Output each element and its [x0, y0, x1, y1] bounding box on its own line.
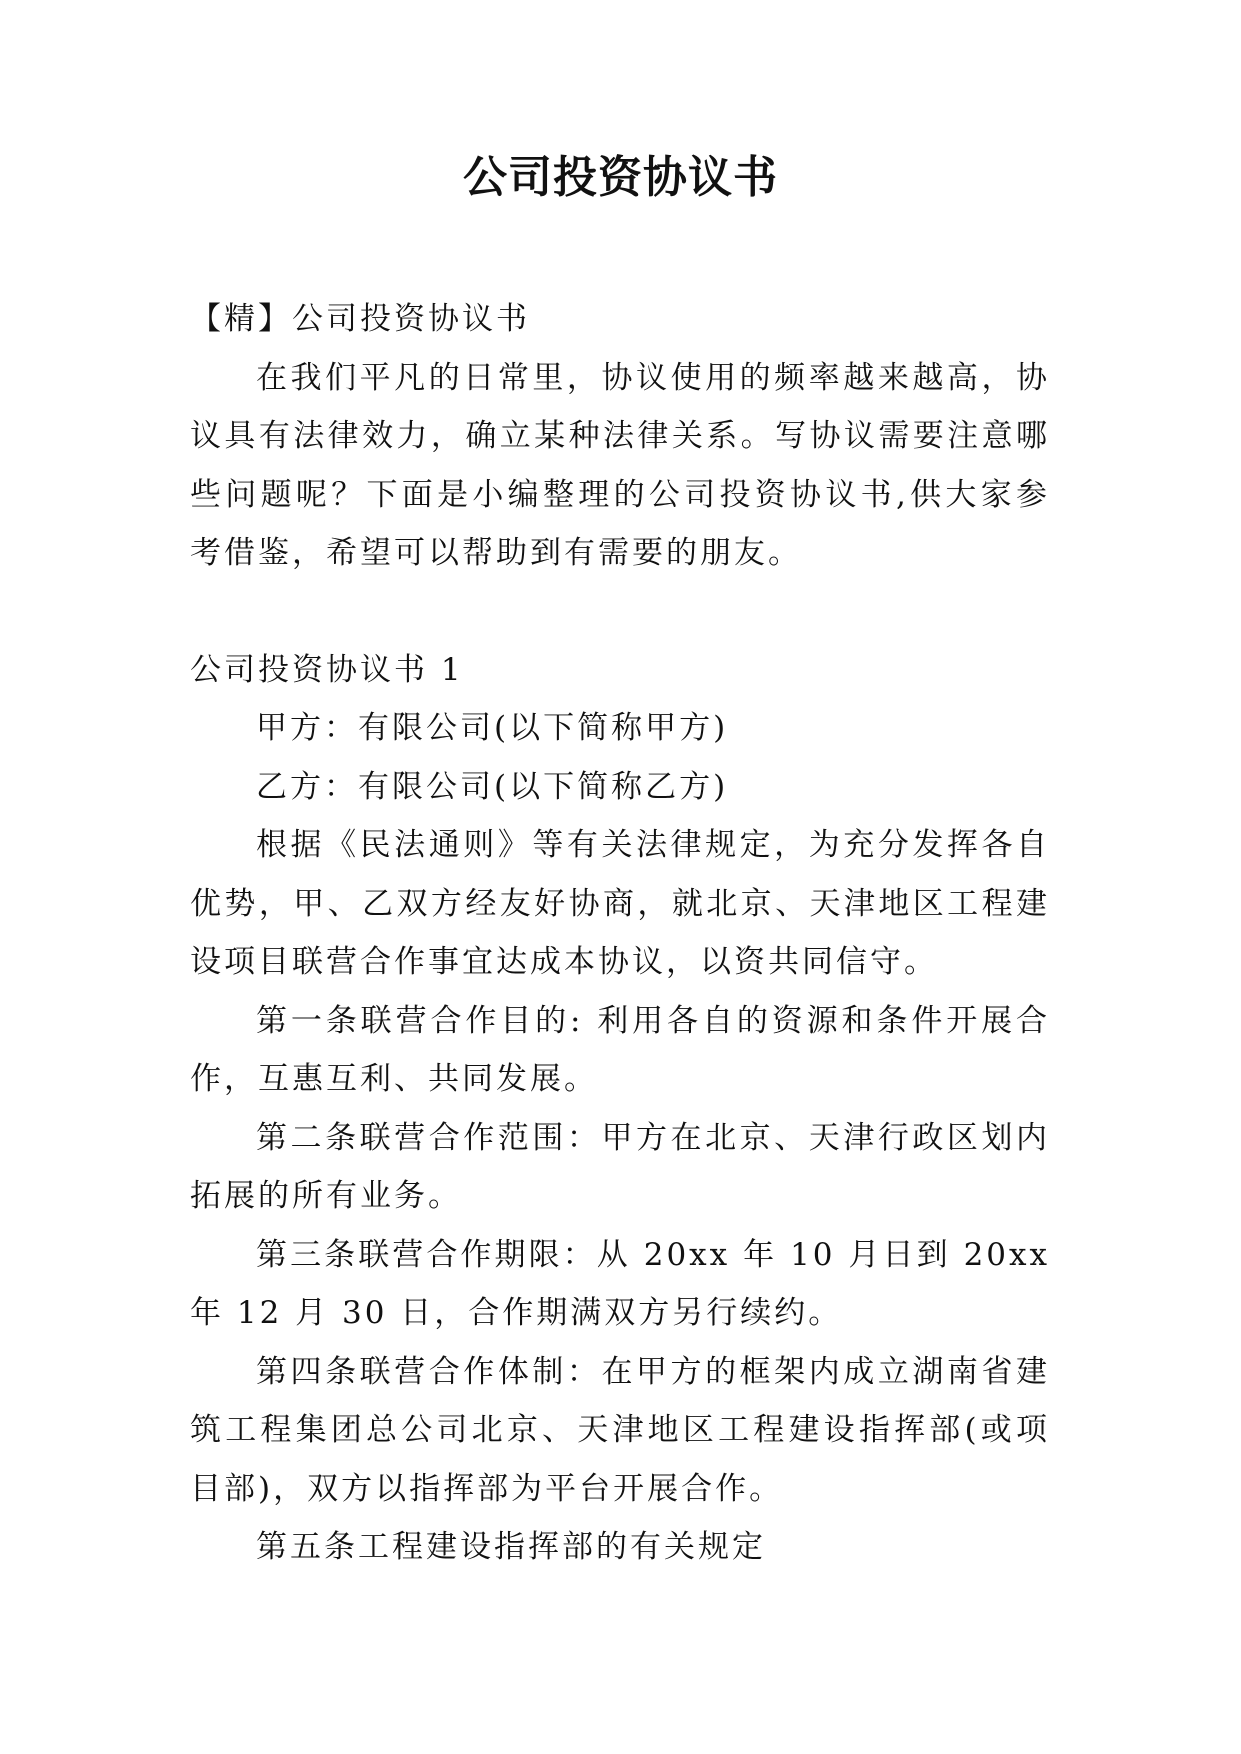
article-4-paragraph: 第四条联营合作体制：在甲方的框架内成立湖南省建筑工程集团总公司北京、天津地区工程建设指挥部(或项目部)，双方以指挥部为平台开展合作。 [190, 1353, 1050, 1507]
article-1-paragraph: 第一条联营合作目的: 利用各自的资源和条件开展合作，互惠互利、共同发展。 [190, 1002, 1050, 1097]
intro-label: 【精】公司投资协议书 [190, 301, 530, 337]
preamble-paragraph: 根据《民法通则》等有关法律规定，为充分发挥各自优势，甲、乙双方经友好协商，就北京、天津地区工程建设项目联营合作事宜达成本协议，以资共同信守。 [190, 827, 1050, 980]
party-b-line: 乙方：有限公司(以下简称乙方) [256, 768, 729, 805]
section-heading: 公司投资协议书 1 [190, 651, 464, 688]
section-spacer [190, 583, 1050, 641]
article-5-heading: 第五条工程建设指挥部的有关规定 [256, 1529, 766, 1565]
intro-paragraph: 在我们平凡的日常里，协议使用的频率越来越高，协议具有法律效力，确立某种法律关系。写协议需要注意哪些问题呢？下面是小编整理的公司投资协议书,供大家参考借鉴，希望可以帮助到有需要的朋友。 [190, 359, 1050, 571]
article-3-paragraph: 第三条联营合作期限：从 20xx 年 10 月日到 20xx 年 12 月 30 日，合作期满双方另行续约。 [190, 1236, 1050, 1331]
document-title: 公司投资协议书 [463, 152, 778, 203]
party-a-line: 甲方：有限公司(以下简称甲方) [256, 710, 729, 746]
document-body [190, 290, 1050, 1577]
article-2-paragraph: 第二条联营合作范围：甲方在北京、天津行政区划内拓展的所有业务。 [190, 1119, 1050, 1214]
